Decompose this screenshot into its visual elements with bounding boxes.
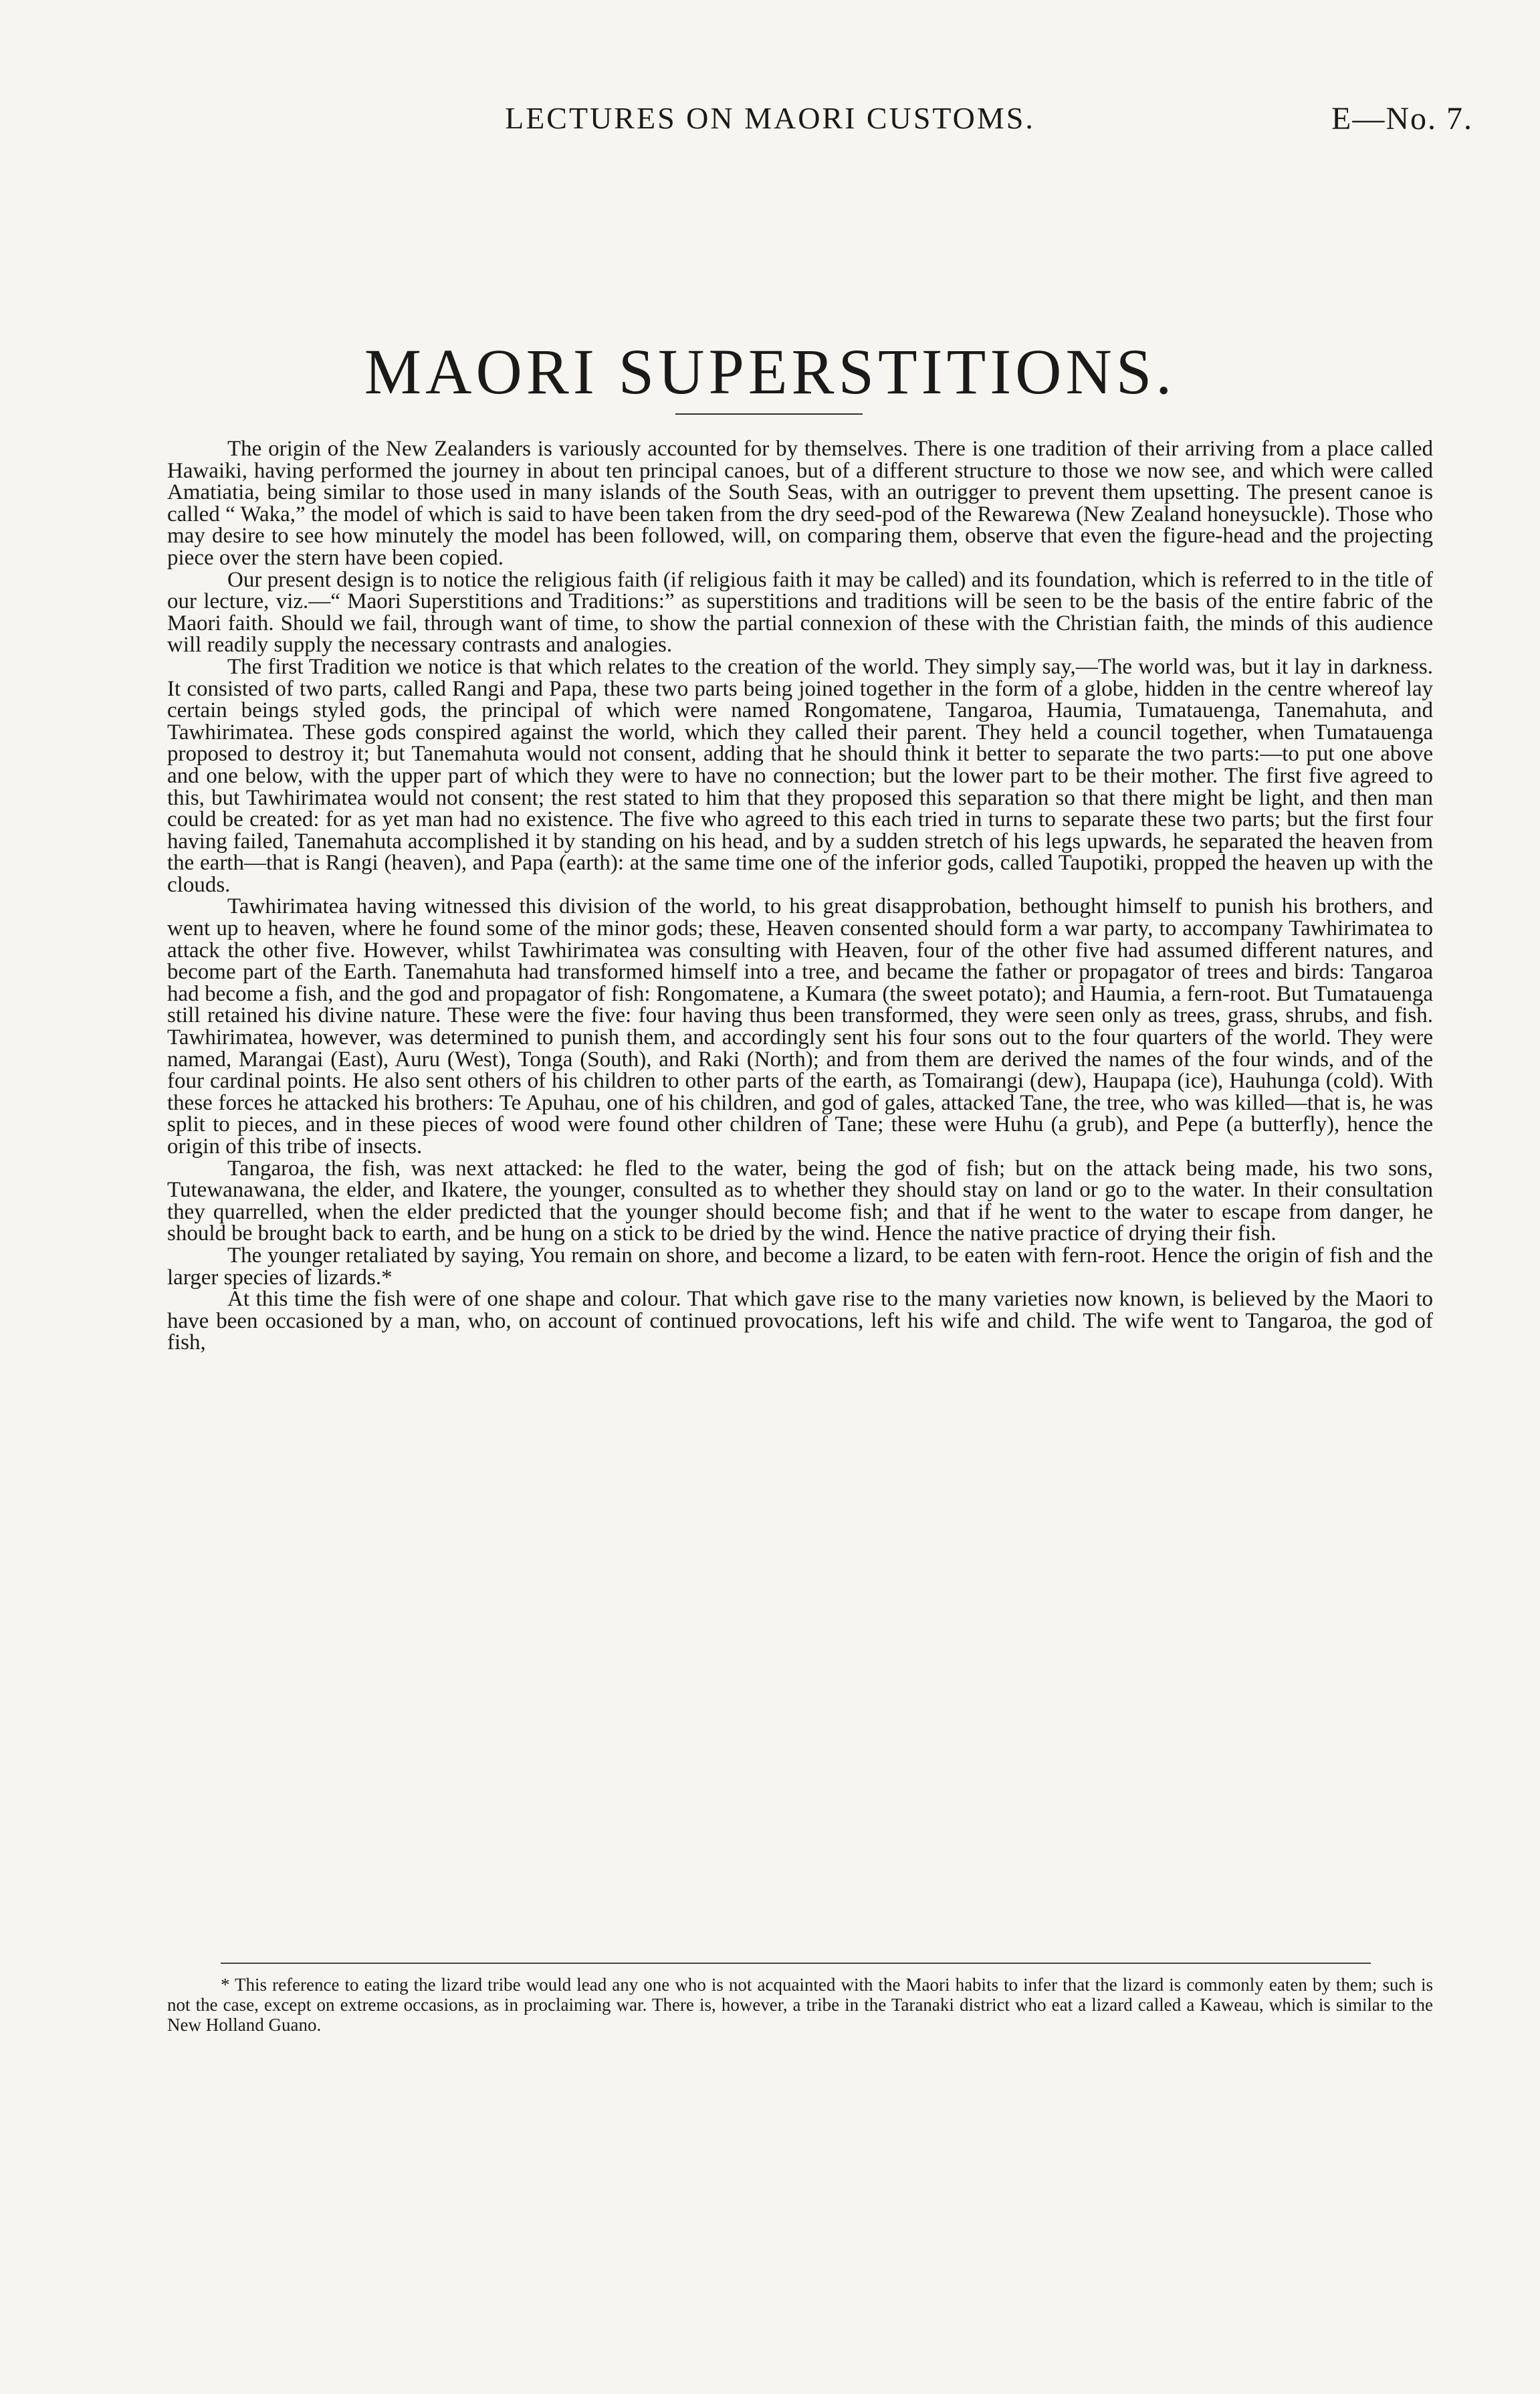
paragraph: The younger retaliated by saying, You remain on shore, and become a lizard, to be eaten with fern-root. Hence the origin of fish and the larger species of lizards.* (167, 1243, 1433, 1290)
paragraph: The origin of the New Zealanders is variously accounted for by themselves. There is one tradition of their arriving from a place called Hawaiki, having performed the journey in about ten principal canoes, but of a different structure to those we now see, and which were called Amatiatia, being similar to those used in many islands of the South Seas, with an outrigger to prevent them upsetting. The present canoe is called “ Waka,” the model of which is said to have been taken from the dry seed-pod of the Rewarewa (New Zealand honeysuckle). Those who may desire to see how minutely the model has been followed, will, on comparing them, observe that even the figure-head and the projecting piece over the stern have been copied. (167, 437, 1433, 570)
running-title: LECTURES ON MAORI CUSTOMS. (505, 101, 1035, 135)
paragraph: Tangaroa, the fish, was next attacked: he fled to the water, being the god of fish; but on the attack being made, his two sons, Tutewanawana, the elder, and Ikatere, the younger, consulted as to whether they should stay on land or go to the water. In their consultation they quarrelled, when the elder predicted that the younger should become fish; and that if he went to the water to escape from danger, he should be brought back to earth, and be hung on a stick to be dried by the wind. Hence the native practice of drying their fish. (167, 1156, 1433, 1246)
footnote: * This reference to eating the lizard tribe would lead any one who is not acquainted with the Maori habits to infer that the lizard is commonly eaten by them; such is not the case, except on extreme occasions, as in proclaiming war. There is, however, a tribe in the Taranaki district who eat a lizard called a Kaweau, which is similar to the New Holland Guano. (167, 1975, 1433, 2035)
title-divider (675, 413, 863, 415)
footnote-divider (221, 1963, 1371, 1964)
paragraph: Tawhirimatea having witnessed this division of the world, to his great disapprobation, bethought himself to punish his brothers, and went up to heaven, where he found some of the minor gods; these, Heaven consented should form a war party, to accompany Tawhirimatea to attack the other five. However, whilst Tawhirimatea was consulting with Heaven, four of the other five had assumed different natures, and become part of the Earth. Tanemahuta had transformed himself into a tree, and became the father or propagator of trees and birds: Tangaroa had become a fish, and the god and propagator of fish: Rongomatene, a Kumara (the sweet potato); and Haumia, a fern-root. But Tumatauenga still retained his divine nature. These were the five: four having thus been transformed, they were seen only as trees, grass, shrubs, and fish. Tawhirimatea, however, was determined to punish them, and accordingly sent his four sons out to the four quarters of the world. They were named, Marangai (East), Auru (West), Tonga (South), and Raki (North); and from them are derived the names of the four winds, and of the four cardinal points. He also sent others of his children to other parts of the earth, as Tomairangi (dew), Haupapa (ice), Hauhunga (cold). With these forces he attacked his brothers: Te Apuhau, one of his children, and god of gales, attacked Tane, the tree, who was killed—that is, he was split to pieces, and in these pieces of wood were found other children of Tane; these were Huhu (a grub), and Pepe (a butterfly), hence the origin of this tribe of insects. (167, 894, 1433, 1159)
running-header (0, 100, 1540, 140)
body-text (167, 438, 1433, 1354)
document-number: E—No. 7. (1331, 101, 1473, 136)
paragraph: The first Tradition we notice is that which relates to the creation of the world. They simply say,—The world was, but it lay in darkness. It consisted of two parts, called Rangi and Papa, these two parts being joined together in the form of a globe, hidden in the centre whereof lay certain beings styled gods, the principal of which were named Rongomatene, Tangaroa, Haumia, Tumatauenga, Tanemahuta, and Tawhirimatea. These gods conspired against the world, which they called their parent. They held a council together, when Tumatauenga proposed to destroy it; but Tanemahuta would not consent, adding that he should think it better to separate the two parts:—to put one above and one below, with the upper part of which they were to have no connection; but the lower part to be their mother. The first five agreed to this, but Tawhirimatea would not consent; the rest stated to him that they proposed this separation so that there might be light, and then man could be created: for as yet man had no existence. The five who agreed to this each tried in turns to separate these two parts; but the first four having failed, Tanemahuta accomplished it by standing on his head, and by a sudden stretch of his legs upwards, he separated the heaven from the earth—that is Rangi (heaven), and Papa (earth): at the same time one of the inferior gods, called Taupotiki, propped the heaven up with the clouds. (167, 654, 1433, 897)
paragraph: Our present design is to notice the religious faith (if religious faith it may be called) and its foundation, which is referred to in the title of our lecture, viz.—“ Maori Superstitions and Traditions:” as superstitions and traditions will be seen to be the basis of the entire fabric of the Maori faith. Should we fail, through want of time, to show the partial connexion of these with the Christian faith, the minds of this audience will readily supply the necessary contrasts and analogies. (167, 567, 1433, 658)
paragraph: At this time the fish were of one shape and colour. That which gave rise to the many varieties now known, is believed by the Maori to have been occasioned by a man, who, on account of continued provocations, left his wife and child. The wife went to Tangaroa, the god of fish, (167, 1287, 1433, 1355)
page-title: MAORI SUPERSTITIONS. (364, 336, 1176, 407)
